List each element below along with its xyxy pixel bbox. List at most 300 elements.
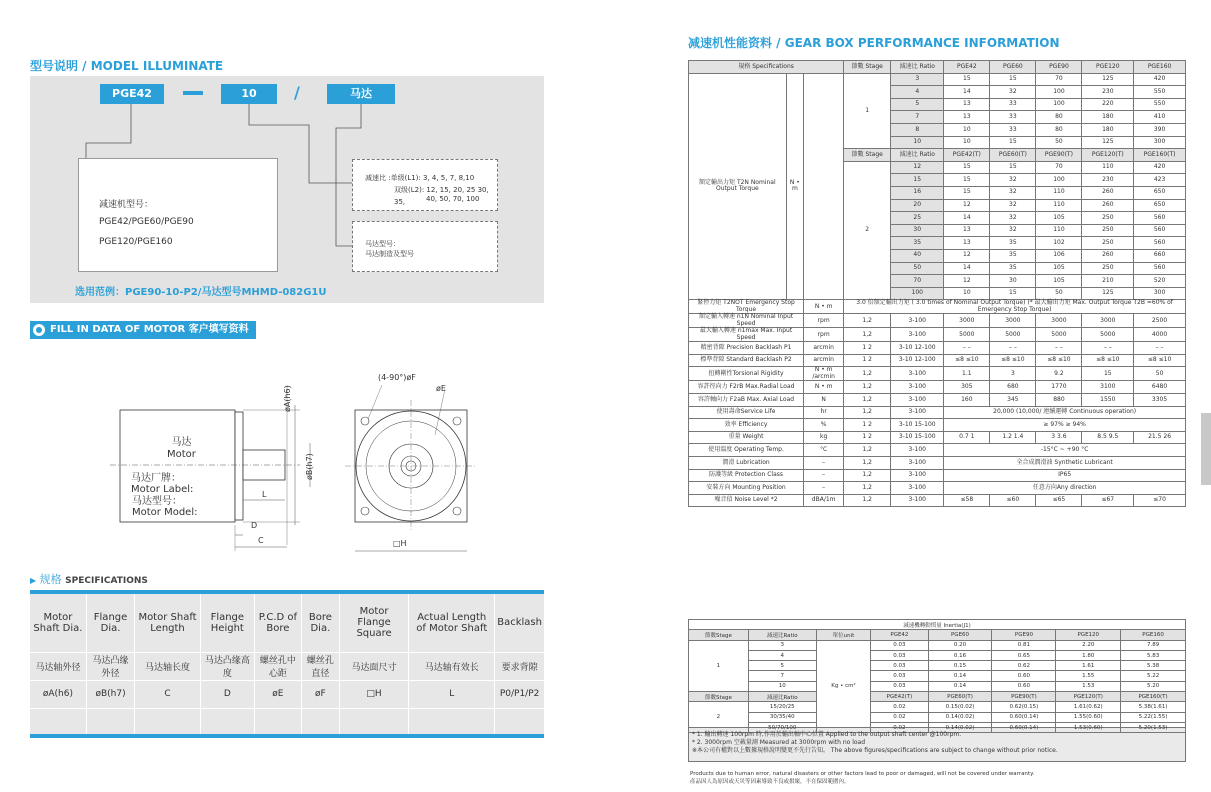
selection-example: 选用范例：PGE90-10-P2/马达型号MHMD-082G1U	[75, 287, 327, 298]
table-cell: 50	[1036, 287, 1082, 300]
spec-cell: Actual Length of Motor Shaft	[409, 592, 495, 652]
spec-cell: C	[135, 680, 201, 708]
table-cell: PGE90(T)	[1036, 149, 1082, 162]
inertia-cell: 0.03	[871, 661, 928, 671]
table-cell: 70	[1036, 161, 1082, 174]
inertia-cell: 減速比Ratio	[748, 692, 816, 702]
inertia-cell: 減速比Ratio	[748, 630, 816, 640]
table-cell: arcmin	[804, 354, 844, 367]
spec-cell: Flange Dia.	[86, 592, 134, 652]
table-cell: 650	[1134, 199, 1186, 212]
spec-title: ▶ 规格 SPECIFICATIONS	[30, 573, 148, 586]
spec-cell: Motor Shaft Dia.	[33, 611, 83, 634]
table-cell: 15	[990, 287, 1036, 300]
table-cell: 180	[1082, 111, 1134, 124]
spec-cell	[495, 708, 544, 736]
spec-cell: 马达轴长度	[135, 652, 201, 680]
table-cell: –	[804, 469, 844, 482]
table-cell: N • m	[786, 73, 803, 300]
table-cell: 180	[1082, 123, 1134, 136]
ratio-line-3: 40, 50, 70, 100	[426, 195, 480, 203]
table-cell: 8.5 9.5	[1082, 431, 1134, 444]
inertia-cell: 0.14(0.02)	[928, 722, 992, 732]
inertia-cell: PGE120(T)	[1056, 692, 1121, 702]
inertia-cell: 0.20	[928, 640, 992, 650]
table-cell: 10	[944, 123, 990, 136]
spec-cell: □H	[339, 680, 409, 708]
model-pill-series: PGE42	[100, 84, 164, 104]
table-cell: 100	[1036, 174, 1082, 187]
table-cell: 15	[990, 161, 1036, 174]
inertia-cell: 3	[748, 640, 816, 650]
table-cell: 1 2	[844, 342, 891, 355]
inertia-cell: 0.60(0.14)	[992, 722, 1056, 732]
inertia-cell: 0.62	[992, 661, 1056, 671]
table-cell: 標準背隙 Standard Backlash P2	[689, 354, 804, 367]
inertia-cell: 50/70/100	[748, 722, 816, 732]
table-cell: ≤8 ≤10	[944, 354, 990, 367]
table-cell: 13	[944, 224, 990, 237]
inertia-cell: 0.62(0.15)	[992, 702, 1056, 712]
table-cell: kg	[804, 431, 844, 444]
table-cell: 33	[990, 98, 1036, 111]
inertia-cell: 0.16	[928, 650, 992, 660]
note-1: * 1. 輸出轉速 100rpm 時,作用於輸出軸中心位置 Applied to the output shaft center @100rpm.	[692, 731, 962, 738]
table-cell: N • m	[804, 381, 844, 394]
model-pill-motor: 马达	[327, 84, 395, 104]
table-cell: 32	[990, 86, 1036, 99]
table-cell: N • m /arcmin	[804, 367, 844, 381]
inertia-cell: 0.14(0.02)	[928, 712, 992, 722]
table-cell: 32	[990, 174, 1036, 187]
table-cell: – –	[990, 342, 1036, 355]
table-cell: 5	[891, 98, 944, 111]
inertia-cell: 0.15	[928, 661, 992, 671]
table-cell: 12	[891, 161, 944, 174]
table-cell: 230	[1082, 174, 1134, 187]
table-cell: 14	[944, 86, 990, 99]
table-cell: 12	[944, 249, 990, 262]
table-cell: 全合成潤滑油 Synthetic Lubricant	[944, 457, 1186, 470]
table-cell: 520	[1134, 275, 1186, 288]
inertia-cell: 1.55	[1056, 671, 1121, 681]
table-cell: 節數 Stage	[844, 149, 891, 162]
table-cell: 噪音值 Noise Level *2	[689, 494, 804, 507]
motor-model-label: 马达型号： Motor Model:	[132, 496, 198, 518]
inertia-cell: 2.20	[1056, 640, 1121, 650]
table-cell: – –	[1082, 342, 1134, 355]
note-2: * 2. 3000rpm 空載量測 Measured at 3000rpm with no load	[692, 739, 866, 746]
inertia-cell: 0.02	[871, 722, 928, 732]
table-cell: 2	[844, 161, 891, 300]
inertia-cell: 0.03	[871, 650, 928, 660]
table-cell: 3000	[1036, 314, 1082, 328]
spec-cell: Flange Height	[200, 592, 254, 652]
table-cell: 160	[944, 394, 990, 407]
spec-cell: øE	[254, 680, 301, 708]
table-cell: 33	[990, 111, 1036, 124]
table-cell: 32	[990, 186, 1036, 199]
table-cell: 70	[1036, 73, 1082, 86]
table-cell: 節數 Stage	[844, 61, 891, 74]
table-cell: 50	[1134, 367, 1186, 381]
spec-cell: 马达轴外径	[30, 652, 86, 680]
dim-l: L	[262, 490, 267, 499]
spec-cell	[301, 708, 339, 736]
table-cell: 0.7 1	[944, 431, 990, 444]
table-cell: 100	[1036, 98, 1082, 111]
spec-table	[30, 590, 544, 738]
spec-cell: Motor Shaft Length	[135, 592, 201, 652]
spec-cell: 要求背隙	[495, 652, 544, 680]
table-cell: – –	[944, 342, 990, 355]
inertia-cell: 節數Stage	[689, 692, 749, 702]
footer-1: Products due to human error, natural disasters or other factors lead to poor or damaged, will not be covered under warranty.	[690, 771, 1035, 777]
table-cell: 20	[891, 199, 944, 212]
inertia-cell: 0.81	[992, 640, 1056, 650]
table-cell: 420	[1134, 161, 1186, 174]
spec-cell: L	[409, 680, 495, 708]
table-cell: 260	[1082, 249, 1134, 262]
table-cell: 110	[1082, 161, 1134, 174]
table-cell: 250	[1082, 224, 1134, 237]
table-cell: 13	[944, 111, 990, 124]
table-cell: – –	[1134, 342, 1186, 355]
table-cell: 15	[944, 161, 990, 174]
table-cell: 1,2	[844, 406, 891, 419]
table-cell: 7	[891, 111, 944, 124]
table-cell: 3 3.6	[1036, 431, 1082, 444]
table-cell: 35	[990, 249, 1036, 262]
spec-cell: øF	[301, 680, 339, 708]
table-cell: 106	[1036, 249, 1082, 262]
table-cell: 3-100	[891, 482, 944, 495]
table-cell: ≤8 ≤10	[1134, 354, 1186, 367]
inertia-cell: 0.60	[992, 671, 1056, 681]
separator-slash: /	[294, 83, 300, 102]
table-cell: 容許徑向力 F2rB Max.Radial Load	[689, 381, 804, 394]
inertia-cell: 0.14	[928, 671, 992, 681]
table-cell: ≤65	[1036, 494, 1082, 507]
inertia-cell: PGE160(T)	[1121, 692, 1186, 702]
table-cell: 防護等級 Protection Class	[689, 469, 804, 482]
table-cell: ≥ 97% ≥ 94%	[944, 419, 1186, 432]
spec-cell: Bore Dia.	[301, 592, 339, 652]
table-cell: PGE42	[944, 61, 990, 74]
table-cell: 10	[944, 287, 990, 300]
table-cell: 100	[891, 287, 944, 300]
table-cell: 1770	[1036, 381, 1082, 394]
table-cell: 880	[1036, 394, 1082, 407]
motor-type-1: 马达型号：	[365, 240, 400, 248]
table-cell: 任意方向Any direction	[944, 482, 1186, 495]
table-cell: 70	[891, 275, 944, 288]
table-cell: 3-10 15-100	[891, 419, 944, 432]
table-cell: 使用壽命Service Life	[689, 406, 804, 419]
spec-cell	[254, 708, 301, 736]
table-cell: 15	[891, 174, 944, 187]
motor-drawing	[100, 365, 500, 565]
table-cell: ≤60	[990, 494, 1036, 507]
reducer-models-2: PGE120/PGE160	[99, 237, 173, 247]
spec-cell	[135, 708, 201, 736]
fill-in-title-bar	[30, 321, 256, 339]
table-cell: 30	[990, 275, 1036, 288]
dim-c: C	[258, 536, 264, 545]
table-cell: 3-10 12-100	[891, 342, 944, 355]
table-cell: 3	[891, 73, 944, 86]
table-cell: 8	[891, 123, 944, 136]
table-cell: 10	[891, 136, 944, 149]
inertia-cell: 5.83	[1121, 650, 1186, 660]
table-cell: 容許軸向力 F2aB Max. Axial Load	[689, 394, 804, 407]
table-cell: 3-100	[891, 457, 944, 470]
table-cell: 16	[891, 186, 944, 199]
inertia-cell: 1	[689, 640, 749, 691]
table-cell: 9.2	[1036, 367, 1082, 381]
table-cell: rpm	[804, 314, 844, 328]
page-tab	[1201, 413, 1211, 485]
table-cell: – –	[1036, 342, 1082, 355]
spec-cell	[339, 708, 409, 736]
inertia-cell: 1.55(0.60)	[1056, 712, 1121, 722]
table-cell: hr	[804, 406, 844, 419]
table-cell: 安裝方向 Mounting Position	[689, 482, 804, 495]
table-cell: 410	[1134, 111, 1186, 124]
table-cell: 最大輸入轉速 n1max Max. Input Speed	[689, 328, 804, 342]
table-cell: 1	[844, 73, 891, 149]
table-cell: 1,2	[844, 482, 891, 495]
table-cell: 14	[944, 212, 990, 225]
table-cell: 精密背隙 Precision Backlash P1	[689, 342, 804, 355]
inertia-cell: 7.89	[1121, 640, 1186, 650]
table-cell: 1 2	[844, 354, 891, 367]
dim-b: øB(h7)	[305, 453, 314, 480]
spec-cell	[30, 708, 86, 736]
table-cell: 3-100	[891, 444, 944, 457]
inertia-cell: 減速機轉動慣量 Inertia(J1)	[689, 620, 1186, 630]
table-cell: 300	[1134, 287, 1186, 300]
table-cell: 15	[944, 73, 990, 86]
inertia-cell: 15/20/25	[748, 702, 816, 712]
table-cell: 1,2	[844, 367, 891, 381]
table-cell: 減速比 Ratio	[891, 61, 944, 74]
table-cell: 潤滑 Lubrication	[689, 457, 804, 470]
table-cell: 15	[1082, 367, 1134, 381]
reducer-model-box	[78, 158, 278, 272]
table-cell: 105	[1036, 212, 1082, 225]
table-cell: °C	[804, 444, 844, 457]
inertia-cell: PGE90	[992, 630, 1056, 640]
motor-brand-label: 马达厂牌： Motor Label:	[131, 473, 194, 495]
spec-cell: 马达凸缘高度	[200, 652, 254, 680]
table-cell: 1,2	[844, 394, 891, 407]
inertia-cell: 5.38	[1121, 661, 1186, 671]
inertia-cell: 5	[748, 661, 816, 671]
table-cell: ≤8 ≤10	[990, 354, 1036, 367]
table-cell: 1,2	[844, 457, 891, 470]
table-cell: 1 2	[844, 431, 891, 444]
table-cell: 260	[1082, 186, 1134, 199]
table-cell: 15	[944, 174, 990, 187]
inertia-cell: 0.03	[871, 681, 928, 691]
triangle-icon: ▶	[30, 576, 37, 585]
motor-type-2: 马达制造及型号	[365, 250, 414, 258]
note-3: ※本公司有權對以上數據規格說明變更不先行告知。 The above figures/specifications are subject to change without prior notice.	[692, 747, 1058, 754]
table-cell: 1550	[1082, 394, 1134, 407]
dim-h: □H	[393, 539, 407, 548]
table-cell: 105	[1036, 275, 1082, 288]
spec-cell: P.C.D of Bore	[254, 592, 301, 652]
inertia-cell: 0.65	[992, 650, 1056, 660]
table-cell: 3-100	[891, 469, 944, 482]
table-cell: 3000	[990, 314, 1036, 328]
inertia-cell: 4	[748, 650, 816, 660]
table-cell: 扭轉剛性Torsional Rigidity	[689, 367, 804, 381]
ratio-box	[352, 159, 498, 211]
table-cell: 420	[1134, 73, 1186, 86]
table-cell: 680	[990, 381, 1036, 394]
table-cell: 5000	[1082, 328, 1134, 342]
table-cell: 1.2 1.4	[990, 431, 1036, 444]
table-cell: 30	[891, 224, 944, 237]
spec-cell	[200, 708, 254, 736]
table-cell: N • m	[804, 300, 844, 314]
table-cell: 32	[990, 224, 1036, 237]
table-cell: 550	[1134, 98, 1186, 111]
table-cell: 15	[990, 73, 1036, 86]
table-cell: 5000	[944, 328, 990, 342]
table-cell: 110	[1036, 224, 1082, 237]
table-cell: N	[804, 394, 844, 407]
table-cell: 560	[1134, 262, 1186, 275]
inertia-cell: PGE42(T)	[871, 692, 928, 702]
inertia-cell: 5.38(1.61)	[1121, 702, 1186, 712]
table-cell: 50	[891, 262, 944, 275]
inertia-cell: 10	[748, 681, 816, 691]
inertia-cell: 1.53(0.60)	[1056, 722, 1121, 732]
inertia-cell: 1.53	[1056, 681, 1121, 691]
table-cell: 32	[990, 199, 1036, 212]
inertia-cell: 節數Stage	[689, 630, 749, 640]
table-cell: 390	[1134, 123, 1186, 136]
inertia-cell: 5.20	[1121, 681, 1186, 691]
inertia-cell: 0.15(0.02)	[928, 702, 992, 712]
table-cell: PGE42(T)	[944, 149, 990, 162]
table-cell: 650	[1134, 186, 1186, 199]
table-cell: 1 2	[844, 419, 891, 432]
table-cell: 260	[1082, 199, 1134, 212]
table-cell: ≤8 ≤10	[1036, 354, 1082, 367]
table-cell: 15	[944, 186, 990, 199]
table-cell: 102	[1036, 237, 1082, 250]
table-cell: rpm	[804, 328, 844, 342]
spec-cell: 马达凸缘外径	[86, 652, 134, 680]
table-cell: 重量 Weight	[689, 431, 804, 444]
table-cell: 3-10 15-100	[891, 431, 944, 444]
table-cell: PGE60(T)	[990, 149, 1036, 162]
table-cell: 20,000 (10,000/ 連續運轉 Continuous operation)	[944, 406, 1186, 419]
table-cell: 6480	[1134, 381, 1186, 394]
inertia-cell: 5.20(1.53)	[1121, 722, 1186, 732]
spec-cell: D	[200, 680, 254, 708]
table-cell: 33	[990, 123, 1036, 136]
table-cell: arcmin	[804, 342, 844, 355]
inertia-cell: PGE60(T)	[928, 692, 992, 702]
footer-2: 產品因人為原因或天災等因素導致不良或損壞，不在保固範圍內。	[690, 779, 850, 785]
spec-cell: 螺丝孔直径	[301, 652, 339, 680]
table-cell: 3-100	[891, 314, 944, 328]
inertia-cell: 1.80	[1056, 650, 1121, 660]
inertia-cell: 0.60(0.14)	[992, 712, 1056, 722]
table-cell: 560	[1134, 237, 1186, 250]
table-cell: 使用溫度 Operating Temp.	[689, 444, 804, 457]
table-cell: 效率 Efficiency	[689, 419, 804, 432]
circle-icon	[33, 324, 45, 336]
gearbox-title: 减速机性能资料 / GEAR BOX PERFORMANCE INFORMATION	[688, 36, 1060, 50]
table-cell: PGE120	[1082, 61, 1134, 74]
table-cell: 3-100	[891, 367, 944, 381]
inertia-cell: 0.02	[871, 702, 928, 712]
inertia-cell: 5.22(1.55)	[1121, 712, 1186, 722]
table-cell: 4	[891, 86, 944, 99]
inertia-cell: 1.61	[1056, 661, 1121, 671]
reducer-models-1: PGE42/PGE60/PGE90	[99, 217, 194, 227]
table-cell: 3000	[1082, 314, 1134, 328]
table-cell: 40	[891, 249, 944, 262]
table-cell: 100	[1036, 86, 1082, 99]
table-cell: 110	[1036, 186, 1082, 199]
table-cell: 3-100	[891, 381, 944, 394]
dim-d: D	[251, 521, 258, 530]
inertia-cell: 0.03	[871, 671, 928, 681]
table-cell: 12	[944, 275, 990, 288]
table-cell: 1.1	[944, 367, 990, 381]
table-cell: PGE120(T)	[1082, 149, 1134, 162]
inertia-cell: PGE90(T)	[992, 692, 1056, 702]
table-cell: 660	[1134, 249, 1186, 262]
table-cell: 3.0 倍額定輸出力矩 ( 3.0 times of Nominal Output Torque) (* 最大輸出力矩 Max. Output Torque T2B =60% of Emergency Stop Torque)	[844, 300, 1186, 314]
table-cell: –	[804, 457, 844, 470]
inertia-cell: 5.22	[1121, 671, 1186, 681]
table-cell: 250	[1082, 262, 1134, 275]
inertia-cell: 0.60	[992, 681, 1056, 691]
spec-cell: 螺丝孔中心距	[254, 652, 301, 680]
table-cell: 1,2	[844, 314, 891, 328]
table-cell: 緊停力矩 T2NOT Emergency Stop Torque	[689, 300, 804, 314]
motor-type-box	[352, 221, 498, 272]
inertia-cell: Kg • cm²	[816, 640, 871, 733]
table-cell: 220	[1082, 98, 1134, 111]
table-cell: 250	[1082, 212, 1134, 225]
table-cell: 1,2	[844, 328, 891, 342]
spec-cell: P0/P1/P2	[495, 680, 544, 708]
table-cell: 1,2	[844, 444, 891, 457]
table-cell: 1,2	[844, 494, 891, 507]
inertia-cell: 單位unit	[816, 630, 871, 640]
ratio-line-2: 双级(L2): 12, 15, 20, 25 30, 35,	[394, 186, 489, 206]
spec-cell: Backlash	[495, 592, 544, 652]
performance-table	[688, 60, 1186, 507]
table-cell: PGE90	[1036, 61, 1082, 74]
dim-f: (4-90°)øF	[378, 373, 416, 382]
inertia-cell: 30/35/40	[748, 712, 816, 722]
inertia-cell: PGE60	[928, 630, 992, 640]
dim-e: øE	[436, 384, 446, 393]
table-cell: 4000	[1134, 328, 1186, 342]
table-cell: 125	[1082, 136, 1134, 149]
table-cell: 3100	[1082, 381, 1134, 394]
